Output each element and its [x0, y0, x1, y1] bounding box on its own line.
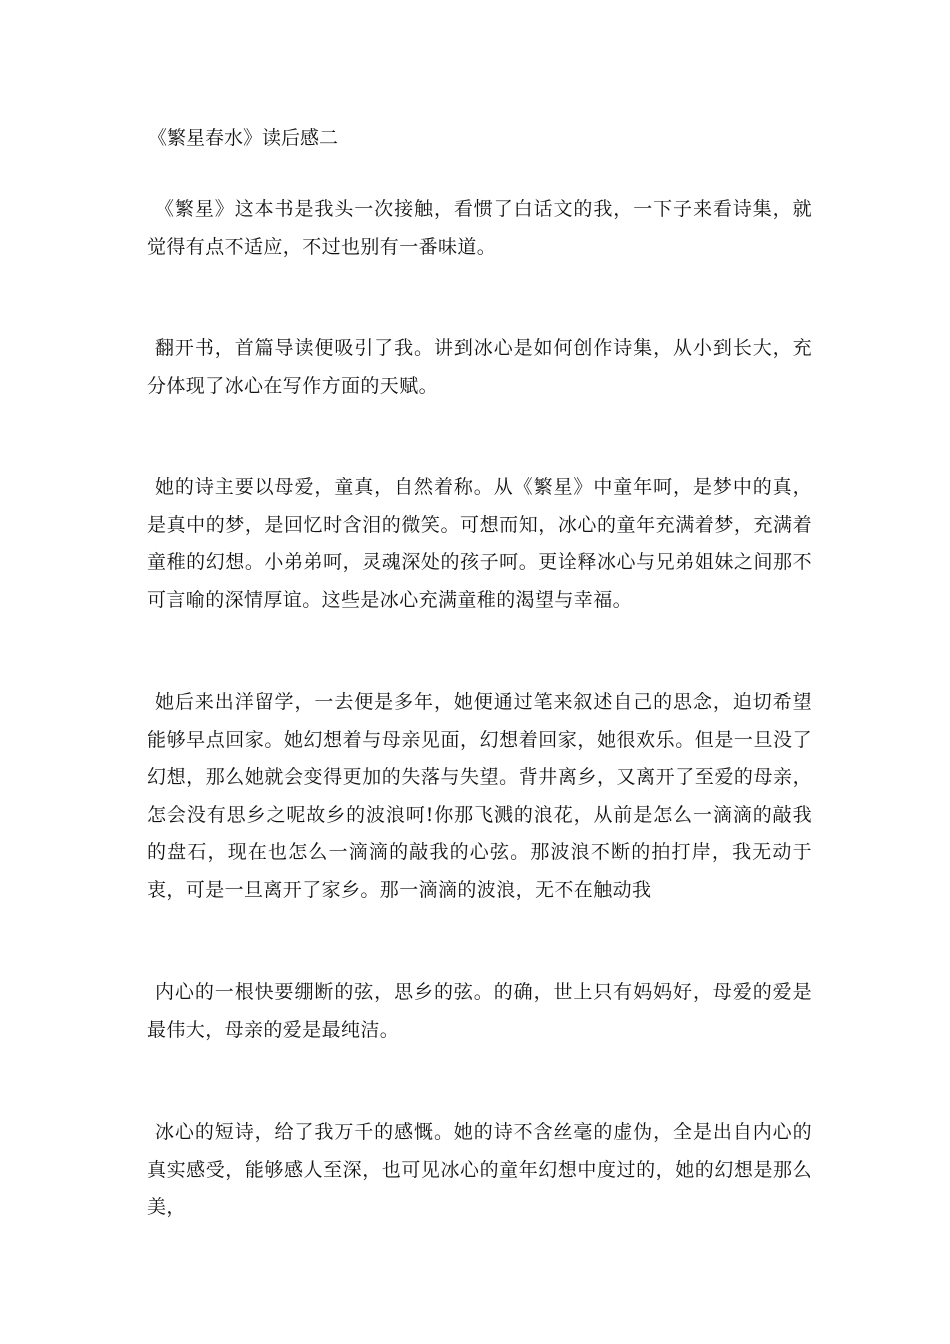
paragraph-4: 她后来出洋留学，一去便是多年，她便通过笔来叙述自己的思念，迫切希望能够早点回家。她幻想着与母亲见面，幻想着回家，她很欢乐。但是一旦没了幻想，那么她就会变得更加的失落与失望。背井离乡，又离开了至爱的母亲，怎会没有思乡之呢故乡的波浪呵!你那飞溅的浪花，从前是怎么一滴滴的敲我的盘石，现在也怎么一滴滴的敲我的心弦。那波浪不断的拍打岸，我无动于衷，可是一旦离开了家乡。那一滴滴的波浪，无不在触动我 [147, 691, 812, 901]
document-title: 《繁星春水》读后感二 [148, 127, 339, 149]
paragraph-3: 她的诗主要以母爱，童真，自然着称。从《繁星》中童年呵，是梦中的真，是真中的梦，是回忆时含泪的微笑。可想而知，冰心的童年充满着梦，充满着童稚的幻想。小弟弟呵，灵魂深处的孩子呵。更诠释冰心与兄弟姐妹之间那不可言喻的深情厚谊。这些是冰心充满童稚的渴望与幸福。 [147, 476, 812, 611]
paragraph-5: 内心的一根快要绷断的弦，思乡的弦。的确，世上只有妈妈好，母爱的爱是最伟大，母亲的爱是最纯洁。 [147, 981, 812, 1041]
paragraph-1: 《繁星》这本书是我头一次接触，看惯了白话文的我，一下子来看诗集，就觉得有点不适应，不过也别有一番味道。 [147, 198, 812, 258]
paragraph-2: 翻开书，首篇导读便吸引了我。讲到冰心是如何创作诗集，从小到长大，充分体现了冰心在写作方面的天赋。 [147, 337, 812, 397]
paragraph-6: 冰心的短诗，给了我万千的感慨。她的诗不含丝毫的虚伪，全是出自内心的真实感受，能够感人至深，也可见冰心的童年幻想中度过的，她的幻想是那么美， [147, 1121, 812, 1218]
